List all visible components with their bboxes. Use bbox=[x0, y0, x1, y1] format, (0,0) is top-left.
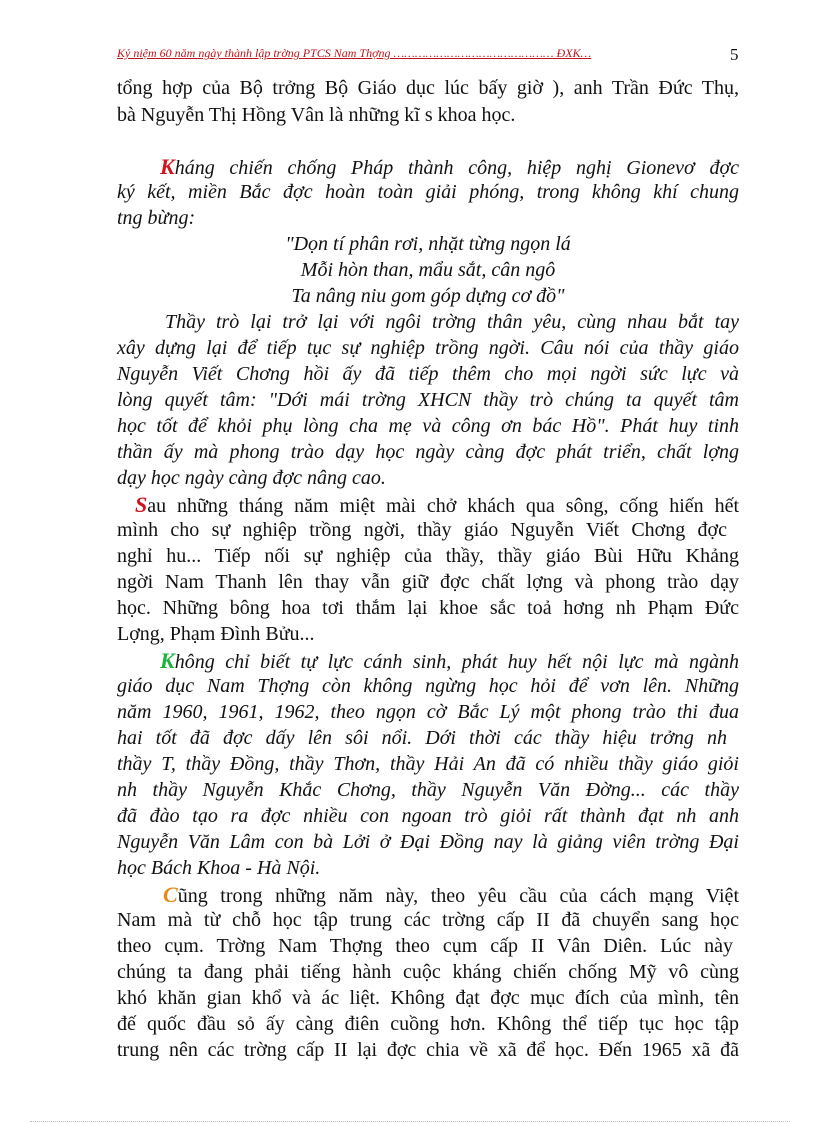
drop-cap: K bbox=[160, 154, 175, 179]
drop-cap: K bbox=[160, 648, 175, 673]
paragraph-first-line: Kháng chiến chống Pháp thành công, hiệp nghị Gionevơ đợc bbox=[160, 154, 739, 179]
page-bottom-rule bbox=[30, 1121, 790, 1122]
text-line: mình cho sự nghiệp trồng ngời, thầy giáo Nguyễn Viết Chơng đợc bbox=[117, 519, 727, 541]
text-line: học tốt để khỏi phụ lòng cha mẹ và công ơn bác Hồ". Phát huy tinh bbox=[117, 415, 739, 437]
text-line: ngời Nam Thanh lên thay vẫn giữ đợc chất lợng và phong trào dạy bbox=[117, 571, 739, 593]
text-line: giáo dục Nam Thợng còn không ngừng học hỏi để vơn lên. Những bbox=[117, 675, 739, 697]
text-line: theo cụm. Trờng Nam Thợng theo cụm cấp II Vân Diên. Lúc này bbox=[117, 935, 733, 957]
text-line: Nguyễn Văn Lâm con bà Lởi ở Đại Đồng nay là giảng viên trờng Đại bbox=[117, 831, 739, 853]
paragraph-first-line: Không chỉ biết tự lực cánh sinh, phát huy hết nội lực mà ngành bbox=[160, 648, 739, 673]
text-line: dạy học ngày càng đợc nâng cao. bbox=[117, 467, 386, 489]
text-line: Lợng, Phạm Đình Bửu... bbox=[117, 623, 315, 645]
text-line: năm 1960, 1961, 1962, theo ngọn cờ Bắc Lý một phong trào thi đua bbox=[117, 701, 739, 723]
text-line: xây dựng lại để tiếp tục sự nghiệp trồng ngời. Câu nói của thầy giáo bbox=[117, 337, 739, 359]
text-line: chúng ta đang phải tiếng hành cuộc kháng chiến chống Mỹ vô cùng bbox=[117, 961, 739, 983]
verse-line: Ta nâng niu gom góp dựng cơ đồ" bbox=[291, 285, 565, 307]
text-line: thần ấy mà phong trào dạy học ngày càng đợc phát triển, chất lợng bbox=[117, 441, 739, 463]
text-line: trung nên các trờng cấp II lại đợc chia về xã để học. Đến 1965 xã đã bbox=[117, 1039, 739, 1061]
text-line: bà Nguyễn Thị Hồng Vân là những kĩ s khoa học. bbox=[117, 104, 516, 126]
drop-cap: S bbox=[135, 492, 148, 517]
text-line: học. Những bông hoa tơi thắm lại khoe sắc toả hơng nh Phạm Đức bbox=[117, 597, 739, 619]
text-line: tng bừng: bbox=[117, 207, 196, 229]
text-line: Thầy trò lại trở lại với ngôi trờng thân yêu, cùng nhau bắt tay bbox=[165, 311, 739, 333]
running-header: Kỷ niệm 60 năm ngày thành lập trờng PTCS Nam Thợng ……………………………………… ĐXK… bbox=[117, 46, 592, 60]
text-line: nh thầy Nguyễn Khắc Chơng, thầy Nguyễn Văn Đờng... các thầy bbox=[117, 779, 739, 801]
paragraph-first-line: Sau những tháng năm miệt mài chở khách qua sông, cống hiến hết bbox=[135, 492, 739, 517]
text-line: khó khăn gian khổ và ác liệt. Không đạt đợc mục đích của mình, tên bbox=[117, 987, 739, 1009]
text-line: nghỉ hu... Tiếp nối sự nghiệp của thầy, thầy giáo Bùi Hữu Khảng bbox=[117, 545, 739, 567]
verse-line: Mỗi hòn than, mẩu sắt, cân ngô bbox=[300, 259, 556, 281]
text-line: Nguyễn Viết Chơng hồi ấy đã tiếp thêm cho mọi ngời sức lực và bbox=[117, 363, 739, 385]
text-line: thầy T, thầy Đồng, thầy Thơn, thầy Hải An đã có nhiều thầy giáo giỏi bbox=[117, 753, 739, 775]
page-number: 5 bbox=[730, 45, 739, 64]
text-line: học Bách Khoa - Hà Nội. bbox=[117, 857, 321, 879]
text-line: đế quốc đầu sỏ ấy càng điên cuồng hơn. Không thể tiếp tục học tập bbox=[117, 1013, 739, 1035]
text-line: lòng quyết tâm: "Dới mái trờng XHCN thầy trò chúng ta quyết tâm bbox=[117, 389, 739, 411]
verse-line: "Dọn tí phân rơi, nhặt từng ngọn lá bbox=[285, 233, 571, 255]
text-line: đã đào tạo ra đợc nhiều con ngoan trò giỏi rất thành đạt nh anh bbox=[117, 805, 739, 827]
text-line: ký kết, miền Bắc đợc hoàn toàn giải phóng, trong không khí chung bbox=[117, 181, 739, 203]
text-line: hai tốt đã đợc dấy lên sôi nổi. Dới thời các thầy hiệu trởng nh bbox=[117, 727, 727, 749]
paragraph-first-line: Cũng trong những năm này, theo yêu cầu của cách mạng Việt bbox=[163, 882, 739, 907]
drop-cap: C bbox=[163, 882, 178, 907]
text-line: tổng hợp của Bộ trởng Bộ Giáo dục lúc bấy giờ ), anh Trần Đức Thụ, bbox=[117, 77, 739, 99]
text-line: Nam mà từ chỗ học tập trung các trờng cấp II đã chuyển sang học bbox=[117, 909, 739, 931]
